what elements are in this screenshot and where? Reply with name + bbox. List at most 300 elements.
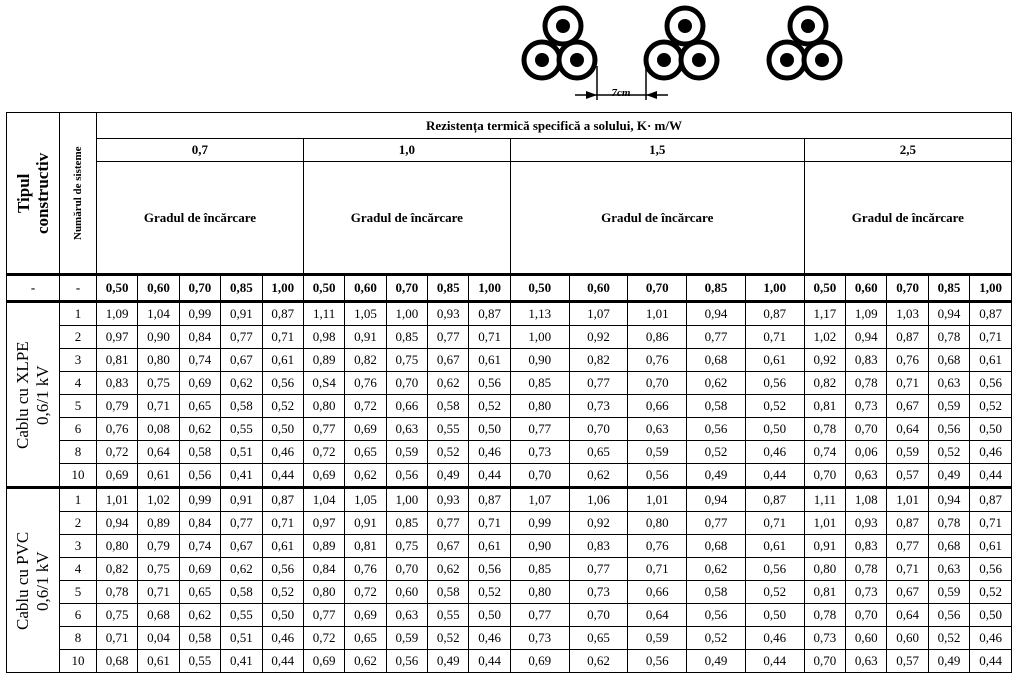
value-cell: 0,04 <box>138 627 179 650</box>
value-cell: 0,62 <box>687 558 746 581</box>
value-cell: 0,50 <box>469 604 510 627</box>
value-cell: 0,77 <box>428 512 469 535</box>
value-cell: 0,74 <box>179 535 220 558</box>
value-cell: 0,62 <box>345 464 386 488</box>
table-body <box>7 302 1012 673</box>
resistivity-3: 2,5 <box>804 139 1011 162</box>
value-cell: 0,52 <box>687 441 746 464</box>
table-row <box>7 558 1012 581</box>
value-cell: 0,61 <box>745 535 804 558</box>
value-cell: 0,52 <box>428 627 469 650</box>
value-cell: 0,71 <box>745 512 804 535</box>
value-cell: 0,65 <box>345 441 386 464</box>
load-factor-header: 0,70 <box>179 275 220 302</box>
value-cell: 0,77 <box>221 326 262 349</box>
value-cell: 0,63 <box>928 372 969 395</box>
spacing-label: 7cm <box>611 87 631 99</box>
value-cell: 0,56 <box>262 558 303 581</box>
value-cell: 0,71 <box>970 326 1012 349</box>
value-cell: 0,44 <box>970 464 1012 488</box>
value-cell: 0,93 <box>846 512 887 535</box>
value-cell: 0,50 <box>262 418 303 441</box>
cable-circle <box>790 8 826 44</box>
value-cell: 0,58 <box>687 581 746 604</box>
value-cell: 0,92 <box>569 326 628 349</box>
value-cell: 0,77 <box>510 418 569 441</box>
value-cell: 0,56 <box>469 558 510 581</box>
value-cell: 0,87 <box>745 302 804 326</box>
value-cell: 0,63 <box>846 464 887 488</box>
value-cell: 0,62 <box>569 464 628 488</box>
value-cell: 0,90 <box>510 349 569 372</box>
value-cell: 0,82 <box>804 372 845 395</box>
value-cell: 0,68 <box>928 535 969 558</box>
load-factor-header: 0,50 <box>804 275 845 302</box>
cable-type-name: Cablu cu XLPE <box>13 340 33 449</box>
value-cell: 0,70 <box>804 650 845 673</box>
value-cell: 1,04 <box>138 302 179 326</box>
value-cell: 0,93 <box>428 488 469 512</box>
value-cell: 0,70 <box>386 558 427 581</box>
value-cell: 0,81 <box>804 395 845 418</box>
value-cell: 0,65 <box>569 627 628 650</box>
value-cell: 0,87 <box>469 302 510 326</box>
value-cell: 1,09 <box>846 302 887 326</box>
value-cell: 0,56 <box>745 372 804 395</box>
value-cell: 0,46 <box>745 441 804 464</box>
cable-circle <box>545 8 581 44</box>
value-cell: 0,73 <box>569 395 628 418</box>
table-row <box>7 349 1012 372</box>
value-cell: 0,50 <box>970 418 1012 441</box>
value-cell: 1,04 <box>303 488 344 512</box>
value-cell: 0,80 <box>510 395 569 418</box>
value-cell: 1,07 <box>569 302 628 326</box>
value-cell: 1,02 <box>138 488 179 512</box>
value-cell: 0,94 <box>687 488 746 512</box>
value-cell: 0,76 <box>96 418 137 441</box>
table-row <box>7 441 1012 464</box>
grade-label-0: Gradul de încărcare <box>96 162 303 275</box>
value-cell: 0,63 <box>386 418 427 441</box>
value-cell: 0,55 <box>179 650 220 673</box>
value-cell: 0,63 <box>386 604 427 627</box>
value-cell: 0,44 <box>970 650 1012 673</box>
value-cell: 0,46 <box>970 441 1012 464</box>
value-cell: 0,52 <box>745 581 804 604</box>
value-cell: 0,73 <box>510 441 569 464</box>
value-cell: 0,68 <box>687 535 746 558</box>
value-cell: 1,02 <box>804 326 845 349</box>
value-cell: 1,11 <box>804 488 845 512</box>
value-cell: 0,67 <box>428 535 469 558</box>
value-cell: 0,62 <box>345 650 386 673</box>
value-cell: 0,49 <box>428 650 469 673</box>
value-cell: 0,91 <box>804 535 845 558</box>
value-cell: 0,44 <box>262 464 303 488</box>
value-cell: 0,91 <box>345 512 386 535</box>
type-header-line1: Tipul <box>14 173 34 213</box>
value-cell: 0,78 <box>846 558 887 581</box>
value-cell: 0,94 <box>928 302 969 326</box>
value-cell: 0,52 <box>970 395 1012 418</box>
value-cell: 0,55 <box>221 418 262 441</box>
value-cell: 0,82 <box>345 349 386 372</box>
load-factor-header: 0,85 <box>928 275 969 302</box>
value-cell: 0,67 <box>887 395 928 418</box>
value-cell: 0,89 <box>303 349 344 372</box>
value-cell: 0,83 <box>569 535 628 558</box>
value-cell: 0,49 <box>687 464 746 488</box>
value-cell: 1,00 <box>510 326 569 349</box>
value-cell: 0,72 <box>303 627 344 650</box>
value-cell: 1,00 <box>386 302 427 326</box>
value-cell: 0,56 <box>970 372 1012 395</box>
value-cell: 0,73 <box>846 395 887 418</box>
value-cell: 0,71 <box>745 326 804 349</box>
table-row <box>7 627 1012 650</box>
value-cell: 0,67 <box>887 581 928 604</box>
value-cell: 0,97 <box>303 512 344 535</box>
value-cell: 0,49 <box>687 650 746 673</box>
value-cell: 0,80 <box>138 349 179 372</box>
value-cell: 0,08 <box>138 418 179 441</box>
value-cell: 0,61 <box>970 349 1012 372</box>
value-cell: 0,94 <box>928 488 969 512</box>
value-cell: 0,70 <box>569 418 628 441</box>
value-cell: 0,78 <box>804 604 845 627</box>
value-cell: 0,75 <box>386 349 427 372</box>
value-cell: 0,81 <box>96 349 137 372</box>
value-cell: 0,99 <box>510 512 569 535</box>
value-cell: 0,90 <box>138 326 179 349</box>
system-count-cell: 8 <box>60 441 97 464</box>
value-cell: 1,08 <box>846 488 887 512</box>
value-cell: 1,01 <box>96 488 137 512</box>
value-cell: 0,69 <box>303 464 344 488</box>
value-cell: 0,52 <box>469 581 510 604</box>
value-cell: 0,73 <box>804 627 845 650</box>
value-cell: 0,61 <box>745 349 804 372</box>
value-cell: 0,44 <box>745 650 804 673</box>
value-cell: 0,66 <box>386 395 427 418</box>
value-cell: 0,60 <box>386 581 427 604</box>
value-cell: 0,70 <box>628 372 687 395</box>
value-cell: 1,01 <box>887 488 928 512</box>
cable-trefoil-group-1 <box>524 8 595 78</box>
load-factor-header: 0,50 <box>303 275 344 302</box>
value-cell: 0,59 <box>928 581 969 604</box>
value-cell: 0,87 <box>469 488 510 512</box>
value-cell: 0,59 <box>628 441 687 464</box>
load-factor-header: 0,85 <box>428 275 469 302</box>
system-count-cell: 2 <box>60 326 97 349</box>
value-cell: 0,46 <box>745 627 804 650</box>
system-count-cell: 1 <box>60 302 97 326</box>
value-cell: 0,52 <box>928 441 969 464</box>
table-row <box>7 302 1012 326</box>
value-cell: 0,87 <box>970 302 1012 326</box>
value-cell: 0,80 <box>510 581 569 604</box>
system-count-cell: 5 <box>60 581 97 604</box>
value-cell: 0,73 <box>510 627 569 650</box>
value-cell: 1,01 <box>628 488 687 512</box>
value-cell: 0,70 <box>846 604 887 627</box>
value-cell: 0,61 <box>469 349 510 372</box>
value-cell: 0,86 <box>628 326 687 349</box>
value-cell: 0,62 <box>221 558 262 581</box>
table-row <box>7 372 1012 395</box>
value-cell: 0,64 <box>138 441 179 464</box>
cable-trefoil-group-2 <box>646 8 717 78</box>
value-cell: 0,76 <box>628 535 687 558</box>
value-cell: 0,91 <box>221 302 262 326</box>
cable-arrangement-diagram <box>0 0 1024 110</box>
value-cell: 0,80 <box>804 558 845 581</box>
system-count-cell: 8 <box>60 627 97 650</box>
value-cell: 0,97 <box>96 326 137 349</box>
value-cell: 0,66 <box>628 395 687 418</box>
value-cell: 0,67 <box>221 349 262 372</box>
system-count-cell: 4 <box>60 558 97 581</box>
value-cell: 0,75 <box>138 558 179 581</box>
value-cell: 0,69 <box>510 650 569 673</box>
value-cell: 0,69 <box>179 372 220 395</box>
cable-circle <box>804 42 840 78</box>
value-cell: 0,74 <box>179 349 220 372</box>
value-cell: 0,70 <box>569 604 628 627</box>
value-cell: 0,84 <box>303 558 344 581</box>
value-cell: 0,94 <box>96 512 137 535</box>
value-cell: 0,83 <box>846 535 887 558</box>
systems-header-label: Numărul de sisteme <box>72 146 85 240</box>
value-cell: 0,69 <box>345 604 386 627</box>
value-cell: 0,65 <box>345 627 386 650</box>
value-cell: 0,46 <box>262 441 303 464</box>
value-cell: 0,76 <box>887 349 928 372</box>
system-count-cell: 5 <box>60 395 97 418</box>
value-cell: 0,98 <box>303 326 344 349</box>
value-cell: 0,56 <box>745 558 804 581</box>
value-cell: 0,58 <box>687 395 746 418</box>
value-cell: 0,65 <box>179 581 220 604</box>
value-cell: 0,71 <box>469 512 510 535</box>
value-cell: 0,77 <box>221 512 262 535</box>
value-cell: 0,52 <box>428 441 469 464</box>
value-cell: 0,61 <box>262 349 303 372</box>
value-cell: 1,05 <box>345 488 386 512</box>
value-cell: 0,72 <box>345 395 386 418</box>
grade-label-2: Gradul de încărcare <box>510 162 804 275</box>
value-cell: 0,57 <box>887 464 928 488</box>
value-cell: 0,41 <box>221 650 262 673</box>
type-header-line2: constructiv <box>33 152 53 234</box>
value-cell: 0,82 <box>569 349 628 372</box>
value-cell: 0,85 <box>386 512 427 535</box>
value-cell: 0,69 <box>303 650 344 673</box>
value-cell: 0,82 <box>96 558 137 581</box>
value-cell: 0,52 <box>687 627 746 650</box>
value-cell: 0,49 <box>928 650 969 673</box>
systems-header <box>60 113 97 275</box>
cable-circle <box>646 42 682 78</box>
value-cell: 0,84 <box>179 326 220 349</box>
value-cell: 0,91 <box>345 326 386 349</box>
type-header <box>7 113 60 275</box>
value-cell: 0,76 <box>345 558 386 581</box>
value-cell: 0,51 <box>221 627 262 650</box>
load-factor-header: 0,85 <box>687 275 746 302</box>
value-cell: 0,52 <box>469 395 510 418</box>
value-cell: 0,75 <box>96 604 137 627</box>
value-cell: 0,78 <box>846 372 887 395</box>
load-factor-header: 0,60 <box>345 275 386 302</box>
load-factor-header: 0,60 <box>138 275 179 302</box>
value-cell: 1,11 <box>303 302 344 326</box>
value-cell: 0,89 <box>138 512 179 535</box>
dash-type: - <box>7 275 60 302</box>
resistivity-1: 1,0 <box>303 139 510 162</box>
system-count-cell: 4 <box>60 372 97 395</box>
value-cell: 0,70 <box>804 464 845 488</box>
load-factor-header: 0,60 <box>569 275 628 302</box>
load-factor-header: 0,60 <box>846 275 887 302</box>
value-cell: 0,77 <box>569 558 628 581</box>
table-row <box>7 326 1012 349</box>
value-cell: 0,58 <box>221 395 262 418</box>
value-cell: 0,89 <box>303 535 344 558</box>
value-cell: 0,46 <box>262 627 303 650</box>
grade-label-3: Gradul de încărcare <box>804 162 1011 275</box>
value-cell: 0,99 <box>179 488 220 512</box>
value-cell: 0,68 <box>96 650 137 673</box>
value-cell: 0,92 <box>569 512 628 535</box>
table-row <box>7 464 1012 488</box>
value-cell: 0,77 <box>687 326 746 349</box>
table-row <box>7 395 1012 418</box>
value-cell: 0,52 <box>262 581 303 604</box>
table-row <box>7 604 1012 627</box>
value-cell: 0,56 <box>179 464 220 488</box>
table-row <box>7 581 1012 604</box>
table-row <box>7 488 1012 512</box>
value-cell: 0,52 <box>970 581 1012 604</box>
system-count-cell: 3 <box>60 535 97 558</box>
value-cell: 1,00 <box>386 488 427 512</box>
value-cell: 0,65 <box>569 441 628 464</box>
value-cell: 0,72 <box>303 441 344 464</box>
value-cell: 0,61 <box>262 535 303 558</box>
load-factor-header: 1,00 <box>469 275 510 302</box>
value-cell: 0,58 <box>179 627 220 650</box>
value-cell: 0,56 <box>386 650 427 673</box>
value-cell: 0,58 <box>428 581 469 604</box>
value-cell: 0,56 <box>628 650 687 673</box>
cable-circle <box>667 8 703 44</box>
value-cell: 0,71 <box>887 372 928 395</box>
value-cell: 0,79 <box>96 395 137 418</box>
value-cell: 0,71 <box>970 512 1012 535</box>
cable-type-voltage: 0,6/1 kV <box>33 364 53 425</box>
value-cell: 0,67 <box>221 535 262 558</box>
value-cell: 0,84 <box>179 512 220 535</box>
value-cell: 0,56 <box>687 604 746 627</box>
value-cell: 1,13 <box>510 302 569 326</box>
value-cell: 0,58 <box>221 581 262 604</box>
value-cell: 0,94 <box>846 326 887 349</box>
value-cell: 0,71 <box>469 326 510 349</box>
value-cell: 0,90 <box>510 535 569 558</box>
value-cell: 0,77 <box>887 535 928 558</box>
value-cell: 0,55 <box>428 418 469 441</box>
value-cell: 0,59 <box>928 395 969 418</box>
resistivity-0: 0,7 <box>96 139 303 162</box>
cable-type-cell <box>7 302 60 488</box>
value-cell: 0,87 <box>262 488 303 512</box>
value-cell: 0,63 <box>928 558 969 581</box>
value-cell: 0,44 <box>745 464 804 488</box>
value-cell: 0,92 <box>804 349 845 372</box>
value-cell: 0,77 <box>569 372 628 395</box>
value-cell: 0,06 <box>846 441 887 464</box>
system-count-cell: 3 <box>60 349 97 372</box>
value-cell: 0,87 <box>970 488 1012 512</box>
cable-type-cell <box>7 488 60 673</box>
value-cell: 0,87 <box>262 302 303 326</box>
table-row <box>7 512 1012 535</box>
value-cell: 0,85 <box>510 558 569 581</box>
value-cell: 0,66 <box>628 581 687 604</box>
value-cell: 0,61 <box>970 535 1012 558</box>
value-cell: 0,77 <box>510 604 569 627</box>
value-cell: 0,70 <box>386 372 427 395</box>
cable-type-voltage: 0,6/1 kV <box>33 550 53 611</box>
value-cell: 0,46 <box>469 627 510 650</box>
derating-factors-table <box>6 112 1012 673</box>
value-cell: 1,01 <box>804 512 845 535</box>
value-cell: 0,60 <box>846 627 887 650</box>
value-cell: 0,87 <box>745 488 804 512</box>
grade-label-1: Gradul de încărcare <box>303 162 510 275</box>
value-cell: 0,76 <box>345 372 386 395</box>
table-row <box>7 650 1012 673</box>
value-cell: 0,51 <box>221 441 262 464</box>
value-cell: 0,77 <box>687 512 746 535</box>
cable-circle <box>769 42 805 78</box>
value-cell: 0,79 <box>138 535 179 558</box>
value-cell: 0,76 <box>628 349 687 372</box>
value-cell: 0,81 <box>345 535 386 558</box>
value-cell: 0,81 <box>804 581 845 604</box>
value-cell: 0,69 <box>179 558 220 581</box>
value-cell: 0,61 <box>138 650 179 673</box>
value-cell: 1,05 <box>345 302 386 326</box>
value-cell: 0,83 <box>96 372 137 395</box>
value-cell: 0,75 <box>386 535 427 558</box>
dash-systems: - <box>60 275 97 302</box>
value-cell: 0,64 <box>887 418 928 441</box>
system-count-cell: 10 <box>60 464 97 488</box>
value-cell: 0,73 <box>846 581 887 604</box>
load-factor-header: 0,70 <box>887 275 928 302</box>
value-cell: 0,56 <box>970 558 1012 581</box>
load-factor-header: 0,50 <box>96 275 137 302</box>
value-cell: 0,49 <box>428 464 469 488</box>
value-cell: 0,59 <box>628 627 687 650</box>
load-factor-header: 0,85 <box>221 275 262 302</box>
value-cell: 0,72 <box>96 441 137 464</box>
value-cell: 0,68 <box>138 604 179 627</box>
